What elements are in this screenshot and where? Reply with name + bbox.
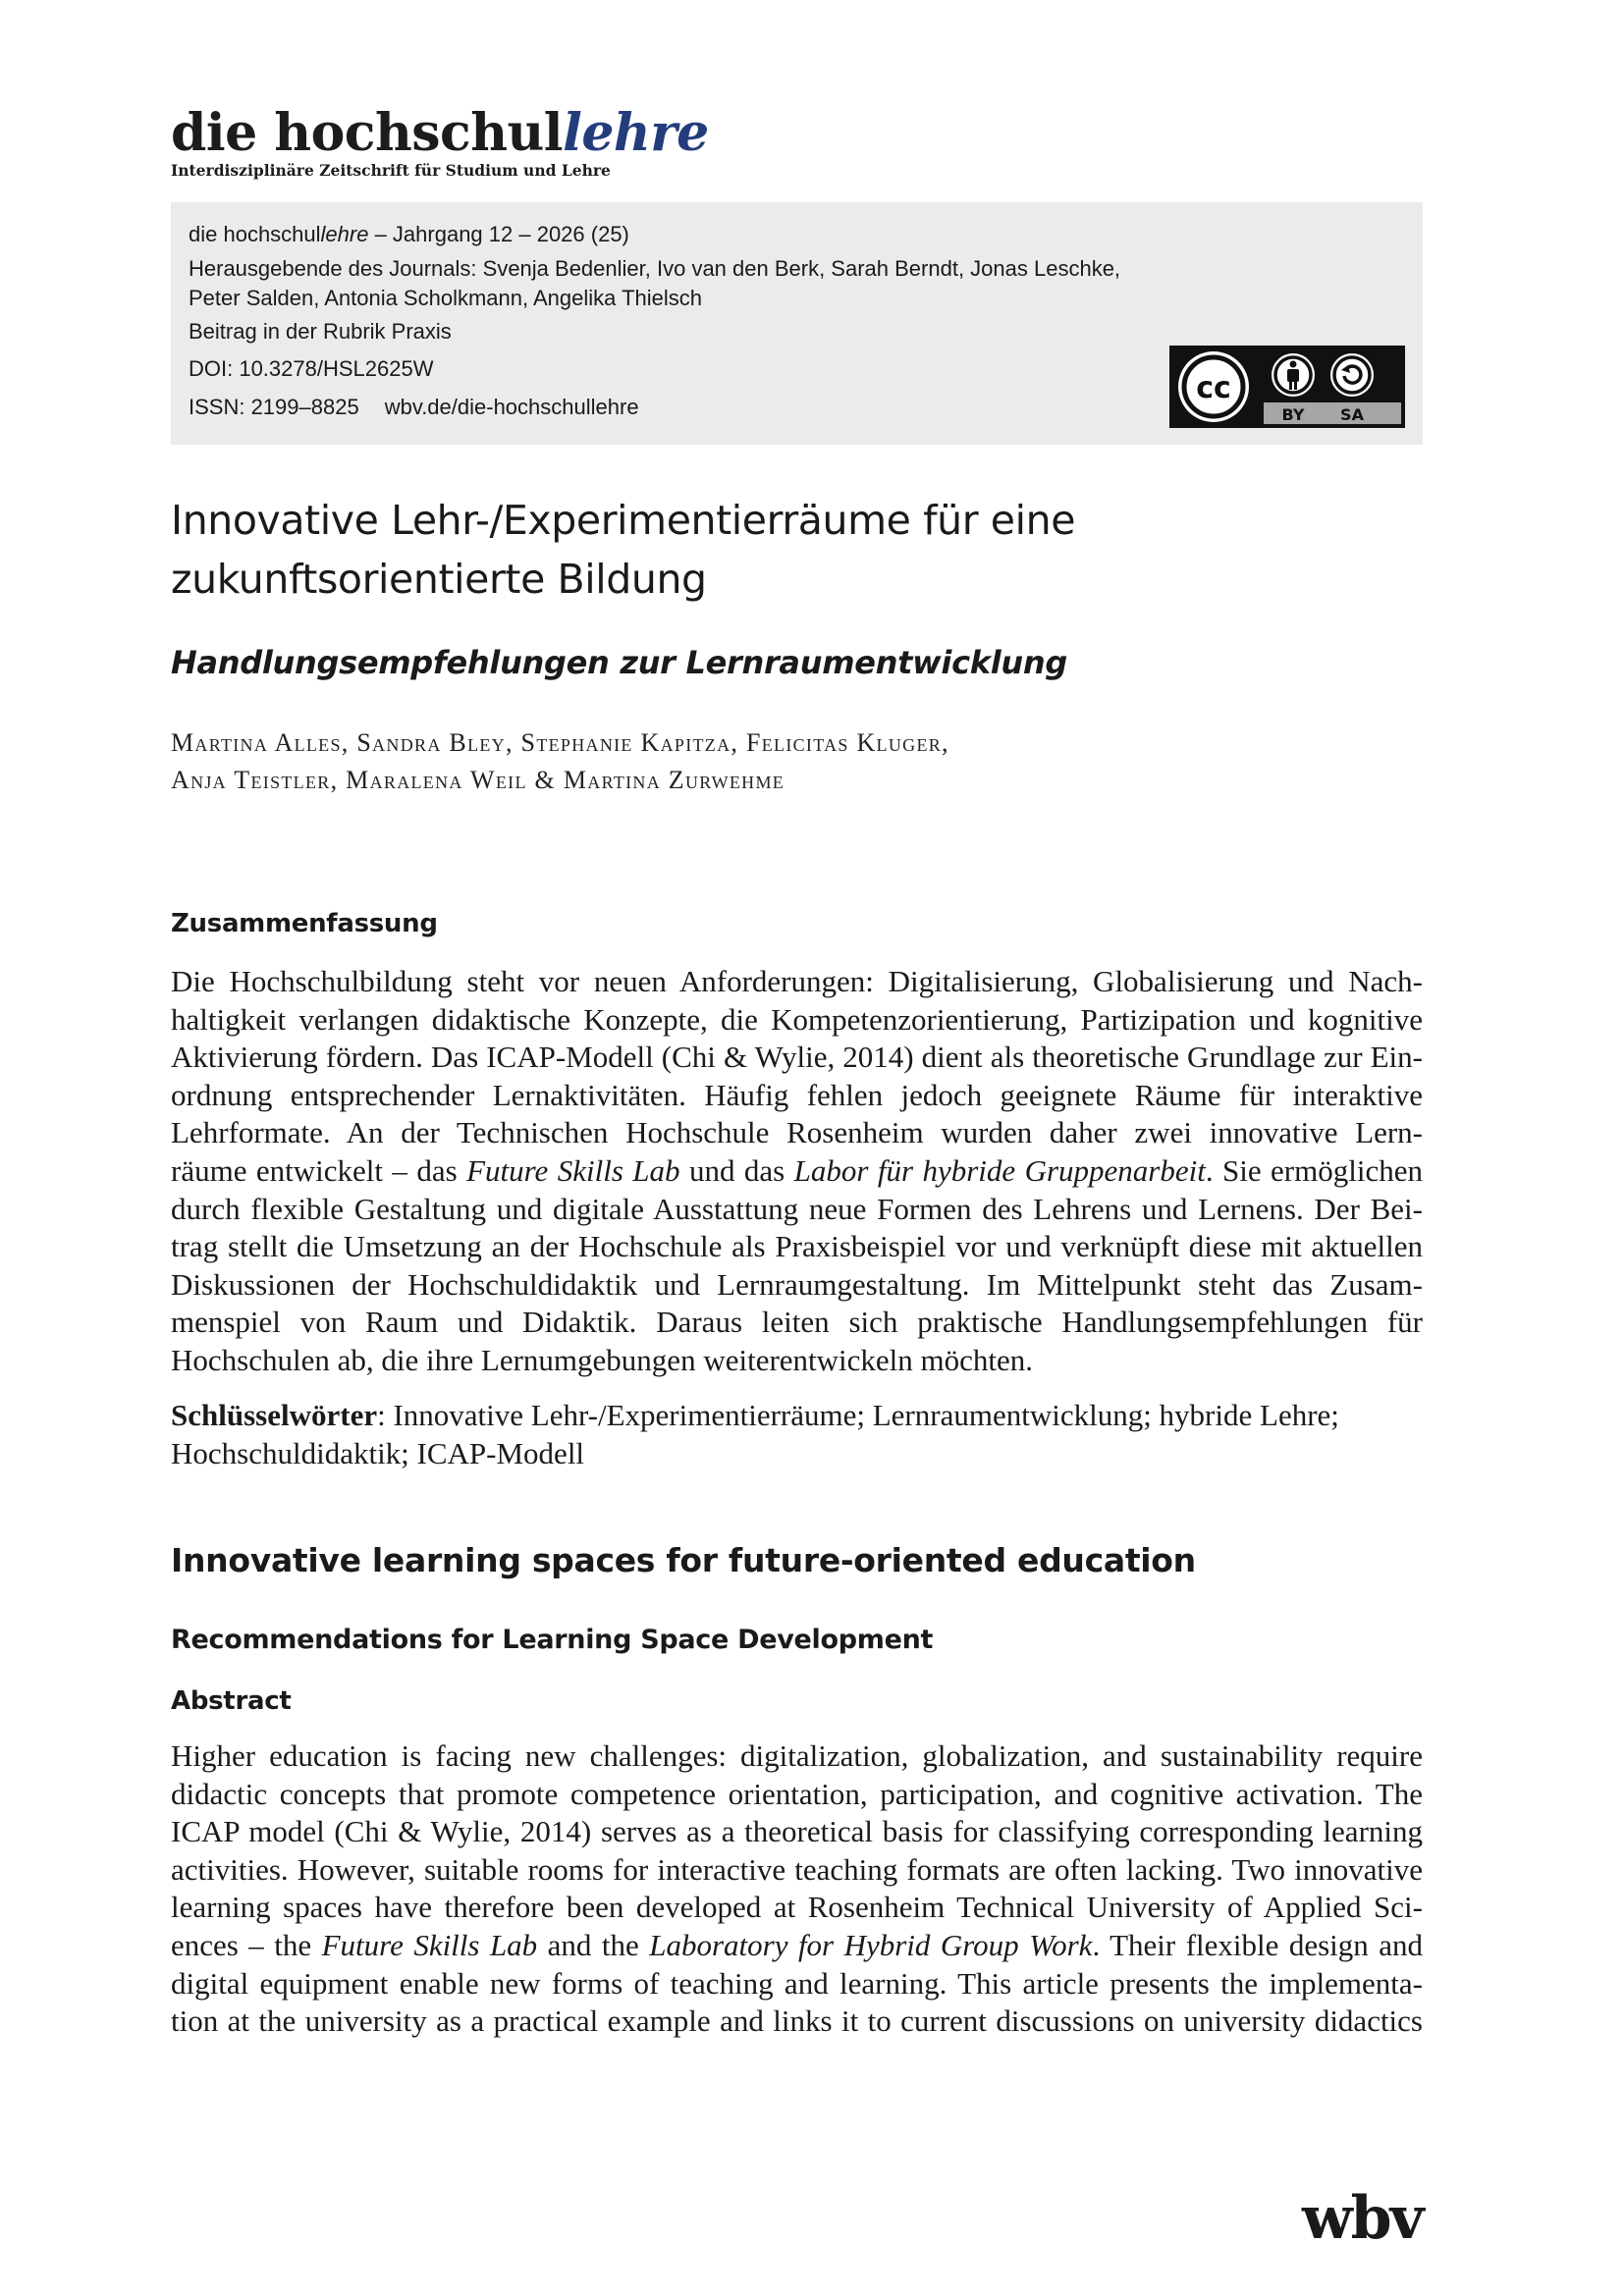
text-fragment: . Their flexible design and	[1092, 1927, 1424, 1962]
volume-journal-accent: lehre	[320, 222, 369, 246]
abstract-heading: Abstract	[171, 1686, 292, 1716]
authors-line-2: Anja Teistler, Maralena Weil & Martina Zurwehme	[171, 766, 785, 794]
svg-text:BY: BY	[1281, 405, 1305, 424]
lab-name-italic: Future Skills Lab	[321, 1927, 538, 1962]
english-subtitle: Recommendations for Learning Space Development	[171, 1625, 934, 1655]
volume-number: – Jahrgang 12 – 2026 (25)	[368, 222, 629, 246]
cc-license-graphic	[1169, 346, 1405, 428]
doi-line[interactable]: DOI: 10.3278/HSL2625W	[189, 356, 434, 381]
svg-text:SA: SA	[1340, 405, 1364, 424]
text-line: ICAP model (Chi & Wylie, 2014) serves as a theoretical basis for classifying corresponding learning	[171, 1814, 1423, 1849]
zusammenfassung-body	[171, 963, 1423, 1380]
editors-line-2: Peter Salden, Antonia Scholkmann, Angelika Thielsch	[189, 285, 703, 310]
lab-name-italic: Laboratory for Hybrid Group Work	[649, 1927, 1093, 1962]
text-line: didactic concepts that promote competence orientation, participation, and cognitive activation. The	[171, 1776, 1423, 1811]
text-line: durch flexible Gestaltung und digitale Ausstattung neue Formen des Lehrens und Lernens. Der Bei-	[171, 1191, 1423, 1226]
cc-by-sa-icon[interactable]	[1169, 346, 1405, 428]
editors-line-1: Herausgebende des Journals: Svenja Bedenlier, Ivo van den Berk, Sarah Berndt, Jonas Leschke,	[189, 255, 1121, 281]
text-fragment: räume entwickelt – das	[171, 1152, 467, 1188]
journal-masthead	[171, 103, 709, 180]
text-line: Aktivierung fördern. Das ICAP-Modell (Chi & Wylie, 2014) dient als theoretische Grundlage zur Ein-	[171, 1040, 1423, 1075]
text-fragment: und das	[679, 1152, 794, 1188]
keywords	[171, 1396, 1423, 1472]
svg-text:cc: cc	[1196, 371, 1231, 405]
journal-logo	[171, 103, 709, 163]
article-title-line-2: zukunftsorientierte Bildung	[171, 556, 707, 603]
logo-main-text: die hochschul	[171, 103, 564, 163]
text-line: Lehrformate. An der Technischen Hochschule Rosenheim wurden daher zwei innovative Lern-	[171, 1115, 1423, 1150]
abstract-body	[171, 1737, 1423, 2041]
text-line: Die Hochschulbildung steht vor neuen Anforderungen: Digitalisierung, Globalisierung und Nach-	[171, 964, 1423, 998]
text-line: Diskussionen der Hochschuldidaktik und Lernraumgestaltung. Im Mittelpunkt steht das Zusam-	[171, 1266, 1423, 1302]
article-subtitle: Handlungsempfehlungen zur Lernraumentwicklung	[171, 644, 1067, 681]
authors-line-1: Martina Alles, Sandra Bley, Stephanie Kapitza, Felicitas Kluger,	[171, 728, 949, 757]
volume-line	[189, 216, 1405, 254]
text-line: haltigkeit verlangen didaktische Konzepte, die Kompetenzorientierung, Partizipation und kognitive	[171, 1001, 1423, 1037]
text-line: learning spaces have therefore been developed at Rosenheim Technical University of Applied Sci-	[171, 1890, 1423, 1925]
article-title-line-1: Innovative Lehr-/Experimentierräume für eine	[171, 497, 1076, 544]
keywords-text: : Innovative Lehr-/Experimentierräume; Lernraumentwicklung; hybride Lehre;	[377, 1398, 1339, 1432]
journal-url-link[interactable]: wbv.de/die-hochschullehre	[384, 394, 639, 419]
logo-accent-text: lehre	[563, 103, 709, 163]
text-line: ordnung entsprechender Lernaktivitäten. Häufig fehlen jedoch geeignete Räume für interaktive	[171, 1077, 1423, 1112]
volume-journal-name: die hochschul	[189, 222, 321, 246]
lab-name-italic: Labor für hybride Gruppenarbeit	[793, 1152, 1206, 1188]
rubric-line: Beitrag in der Rubrik Praxis	[189, 318, 452, 344]
zusammenfassung-heading: Zusammenfassung	[171, 909, 438, 938]
keywords-label: Schlüsselwörter	[171, 1398, 378, 1432]
lab-name-italic: Future Skills Lab	[466, 1152, 680, 1188]
text-line: Higher education is facing new challenges: digitalization, globalization, and sustainability require	[171, 1738, 1423, 1773]
text-line-mixed	[171, 1927, 1423, 1965]
text-fragment: and the	[537, 1927, 650, 1962]
text-fragment: ences – the	[171, 1927, 322, 1962]
text-line: Hochschulen ab, die ihre Lernumgebungen weiterentwickeln möchten.	[171, 1342, 1034, 1377]
text-line: digital equipment enable new forms of teaching and learning. This article presents the implementa-	[171, 1965, 1423, 2001]
english-title: Innovative learning spaces for future-oriented education	[171, 1541, 1196, 1579]
publisher-logo: wbv	[1302, 2184, 1423, 2253]
text-line: trag stellt die Umsetzung an der Hochschule als Praxisbeispiel vor und verknüpft diese mit aktuellen	[171, 1229, 1423, 1264]
text-line: tion at the university as a practical example and links it to current discussions on university didactics	[171, 2003, 1423, 2039]
text-line: activities. However, suitable rooms for interactive teaching formats are often lacking. Two innovative	[171, 1851, 1423, 1887]
text-line: menspiel von Raum und Didaktik. Daraus leiten sich praktische Handlungsempfehlungen für	[171, 1305, 1423, 1340]
journal-info-box	[171, 202, 1423, 445]
text-line-mixed	[171, 1152, 1423, 1191]
journal-tagline: Interdisziplinäre Zeitschrift für Studium und Lehre	[171, 161, 611, 180]
text-fragment: . Sie ermöglichen	[1205, 1152, 1423, 1188]
issn: ISSN: 2199–8825	[189, 394, 359, 419]
keywords-text-cont: Hochschuldidaktik; ICAP-Modell	[171, 1436, 585, 1470]
